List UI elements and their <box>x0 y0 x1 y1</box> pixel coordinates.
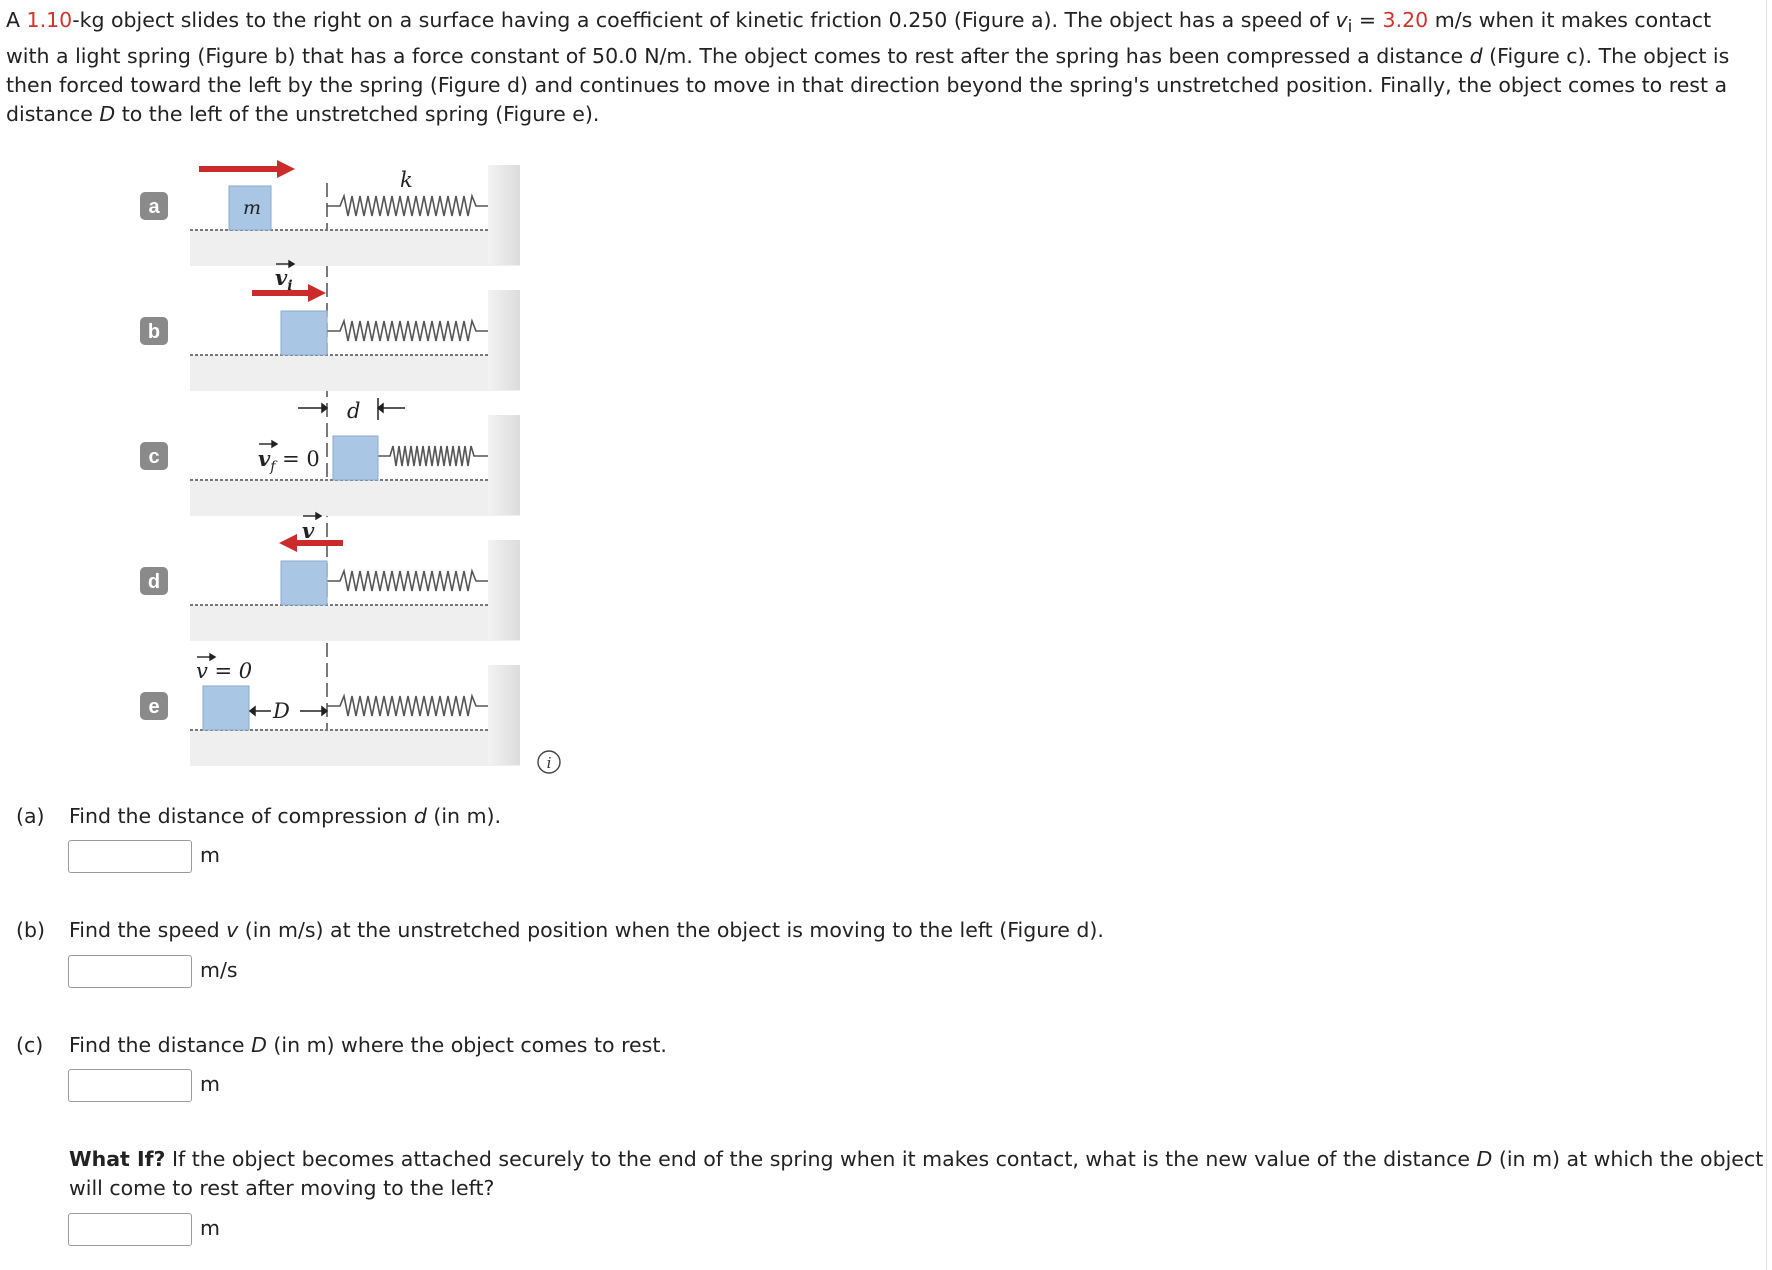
answer-input-a[interactable] <box>68 840 192 873</box>
mass-label: m <box>243 197 262 219</box>
block-e <box>203 686 249 730</box>
svg-text:e: e <box>148 696 160 718</box>
unit-c: m <box>200 1072 220 1096</box>
answer-input-b[interactable] <box>68 955 192 988</box>
svg-text:a: a <box>148 196 160 218</box>
question-a: (a) Find the distance of compression d (in m). <box>16 804 502 828</box>
block-d <box>281 561 327 605</box>
v-label-d: v <box>302 518 315 543</box>
panel-label-c <box>140 442 168 470</box>
spring-c <box>378 446 488 466</box>
d-label: d <box>347 399 361 423</box>
spring-d <box>327 571 488 591</box>
block-b <box>281 311 327 355</box>
floor-d <box>190 540 520 641</box>
spring-e <box>327 696 488 716</box>
mass-value: 1.10 <box>26 8 73 32</box>
vi-label: $v_i$ <box>275 265 293 294</box>
D-label: D <box>273 699 290 723</box>
answer-input-c[interactable] <box>68 1069 192 1102</box>
info-icon[interactable] <box>538 751 560 773</box>
svg-text:d: d <box>147 571 161 593</box>
panel-label-b <box>140 317 168 345</box>
svg-text:b: b <box>147 321 161 343</box>
unit-b: m/s <box>200 958 238 982</box>
question-b: (b) Find the speed v (in m/s) at the unstretched position when the object is moving to the left (Figure d). <box>16 918 1104 942</box>
panel-label-d <box>140 567 168 595</box>
speed-value: 3.20 <box>1382 8 1429 32</box>
spring-a <box>327 196 488 216</box>
answer-input-d[interactable] <box>68 1213 192 1246</box>
v-zero-label: v = 0 <box>196 659 253 683</box>
problem-statement: A 1.10-kg object slides to the right on a surface having a coefficient of kinetic friction 0.250 (Figure a). The object has a speed of $v_i = 3.20$ m/s when it makes contact with a light spring (Figure b) that has a force constant of 50.0 N/m. The object comes to rest after the spring has been compressed a distance d (Figure c). The object is then forced toward the left by the spring (Figure d) and continues to move in that direction beyond the spring's unstretched position. Finally, the object comes to rest a distance D to the left of the unstretched spring (Figure e). <box>6 8 1730 127</box>
svg-text:c: c <box>148 446 160 468</box>
spring-b <box>327 321 488 341</box>
unit-a: m <box>200 843 220 867</box>
spring-constant-label: k <box>400 168 413 192</box>
question-d: What If? If the object becomes attached securely to the end of the spring when it makes contact, what is the new value of the distance D (in m) at which the object will come to rest after moving to the left? <box>69 1147 1764 1200</box>
block-c <box>333 436 378 480</box>
vf-label: $v_f = 0$ <box>258 446 320 475</box>
panel-label-a <box>140 192 168 220</box>
unit-d: m <box>200 1216 220 1240</box>
svg-text:i: i <box>546 754 552 772</box>
velocity-arrow-a <box>199 160 295 178</box>
panel-label-e <box>140 692 168 720</box>
question-c: (c) Find the distance D (in m) where the object comes to rest. <box>16 1033 667 1057</box>
floor-b <box>190 290 520 391</box>
